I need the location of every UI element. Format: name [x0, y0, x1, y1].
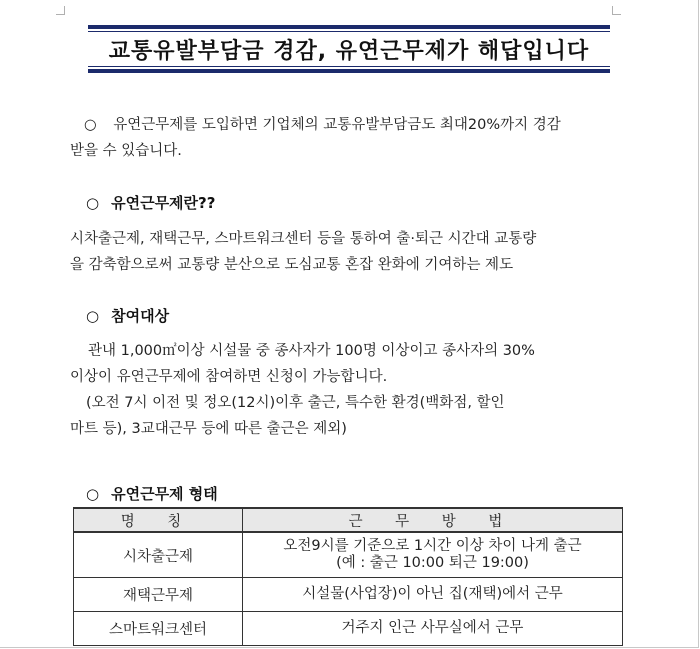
- section-bullet: ○: [86, 194, 100, 212]
- table-cell-name: 재택근무제: [74, 578, 243, 612]
- flexwork-types-table: [73, 507, 623, 646]
- intro-paragraph: [70, 112, 630, 164]
- method-line-1: 오전9시를 기준으로 1시간 이상 차이 나게 출근: [283, 538, 582, 554]
- table-cell-name: 스마트워크센터: [74, 612, 243, 646]
- definition-line-1: 시차출근제, 재택근무, 스마트워크센터 등을 통하여 출·퇴근 시간대 교통량: [70, 231, 537, 247]
- table-cell-method: 시설물(사업장)이 아닌 집(재택)에서 근무: [243, 578, 623, 612]
- table-row: [74, 578, 623, 612]
- table-row: [74, 532, 623, 578]
- table-header-row: [74, 508, 623, 532]
- section-heading-flexwork: [86, 192, 215, 213]
- page-corner-mark: [612, 6, 621, 15]
- eligibility-line-2: 이상이 유연근무제에 참여하면 신청이 가능합니다.: [70, 369, 388, 385]
- section-heading-text: 참여대상: [111, 307, 170, 325]
- eligibility-line-4: 마트 등), 3교대근무 등에 따른 출근은 제외): [70, 421, 347, 437]
- title-box: [88, 25, 610, 73]
- section-heading-text: 유연근무제란??: [111, 194, 216, 212]
- flexwork-definition: [70, 226, 630, 278]
- page-corner-mark: [56, 6, 65, 15]
- intro-line-2: 받을 수 있습니다.: [70, 143, 182, 159]
- page-title: 교통유발부담금 경감, 유연근무제가 해답입니다: [108, 38, 590, 64]
- table-cell-method: [243, 532, 623, 578]
- intro-line-1: 유연근무제를 도입하면 기업체의 교통유발부담금도 최대20%까지 경감: [113, 117, 561, 133]
- definition-line-2: 을 감축함으로써 교통량 분산으로 도심교통 혼잡 완화에 기여하는 제도: [70, 257, 514, 273]
- section-bullet: ○: [86, 307, 100, 325]
- table-header-method: 근 무 방 법: [243, 508, 623, 532]
- section-heading-types: [86, 483, 218, 504]
- eligibility-line-3: (오전 7시 이전 및 정오(12시)이후 출근, 특수한 환경(백화점, 할인: [86, 395, 505, 411]
- eligibility-paragraph: [70, 338, 630, 442]
- table-row: [74, 612, 623, 646]
- section-bullet: ○: [86, 485, 100, 503]
- section-heading-eligibility: [86, 305, 169, 326]
- section-heading-text: 유연근무제 형태: [111, 485, 218, 503]
- table-cell-name: 시차출근제: [74, 532, 243, 578]
- intro-bullet: ○: [84, 117, 97, 133]
- table-cell-method: 거주지 인근 사무실에서 근무: [243, 612, 623, 646]
- method-line-2: (예 : 출근 10:00 퇴근 19:00): [336, 555, 529, 571]
- eligibility-line-1: 관내 1,000㎡이상 시설물 중 종사자가 100명 이상이고 종사자의 30%: [88, 343, 535, 359]
- table-header-name: 명 칭: [74, 508, 243, 532]
